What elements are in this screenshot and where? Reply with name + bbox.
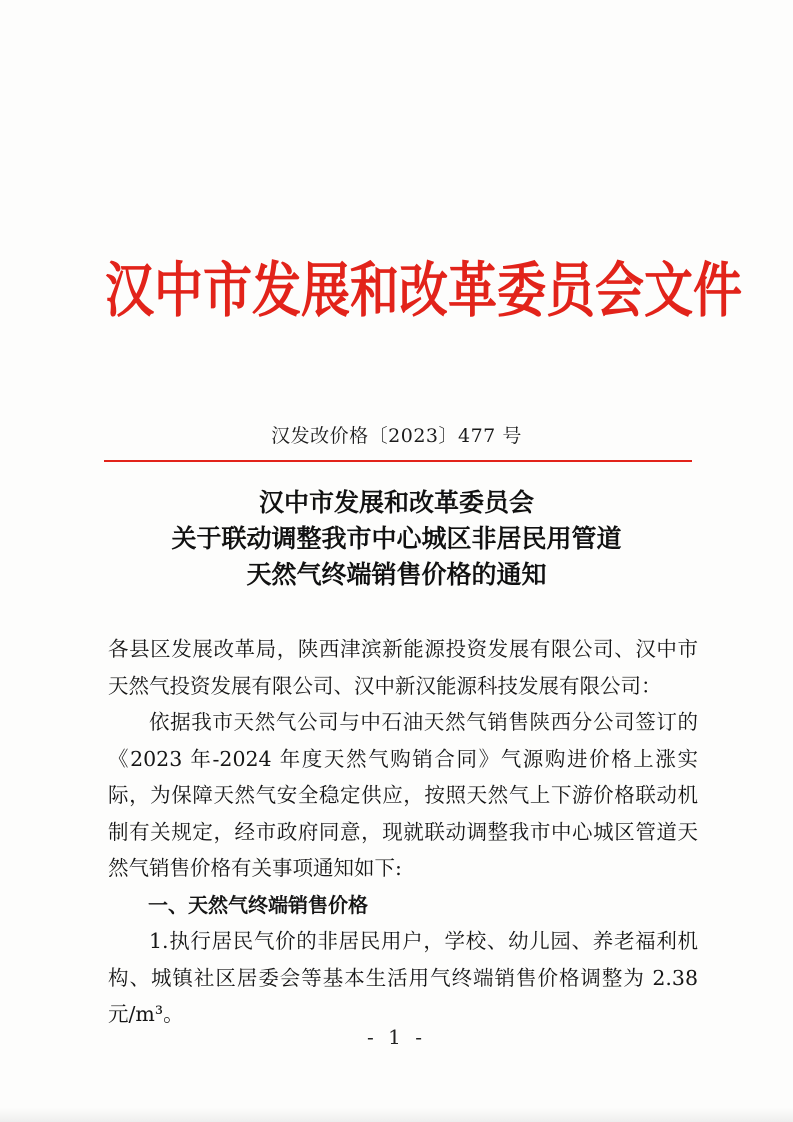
document-number: 汉发改价格〔2023〕477 号 bbox=[271, 425, 522, 447]
red-separator-line bbox=[104, 460, 692, 462]
notice-title-line: 汉中市发展和改革委员会 bbox=[258, 488, 534, 517]
recipients-paragraph: 各县区发展改革局，陕西津滨新能源投资发展有限公司、汉中市天然气投资发展有限公司、汉中新汉能源科技发展有限公司： bbox=[108, 637, 698, 698]
document-header-title: 汉中市发展和改革委员会文件 bbox=[105, 255, 743, 326]
section-heading: 一、天然气终端销售价格 bbox=[148, 892, 368, 917]
notice-title-line: 关于联动调整我市中心城区非居民用管道 bbox=[171, 524, 622, 553]
basis-paragraph: 依据我市天然气公司与中石油天然气销售陕西分公司签订的《2023 年-2024 年度天然气购销合同》气源购进价格上涨实际，为保障天然气安全稳定供应，按照天然气上下游价格联动机制有关规定，经市政府同意，现就联动调整我市中心城区管道天然气销售价格有关事项通知如下: bbox=[108, 710, 698, 880]
scan-edge bbox=[0, 1108, 793, 1122]
document-body bbox=[108, 631, 698, 1033]
notice-title bbox=[0, 485, 793, 593]
page-number: - 1 - bbox=[367, 1025, 426, 1049]
notice-title-line: 天然气终端销售价格的通知 bbox=[246, 560, 547, 589]
item-paragraph: 1.执行居民气价的非居民用户，学校、幼儿园、养老福利机构、城镇社区居委会等基本生活用气终端销售价格调整为 2.38 元/m³。 bbox=[108, 929, 698, 1026]
